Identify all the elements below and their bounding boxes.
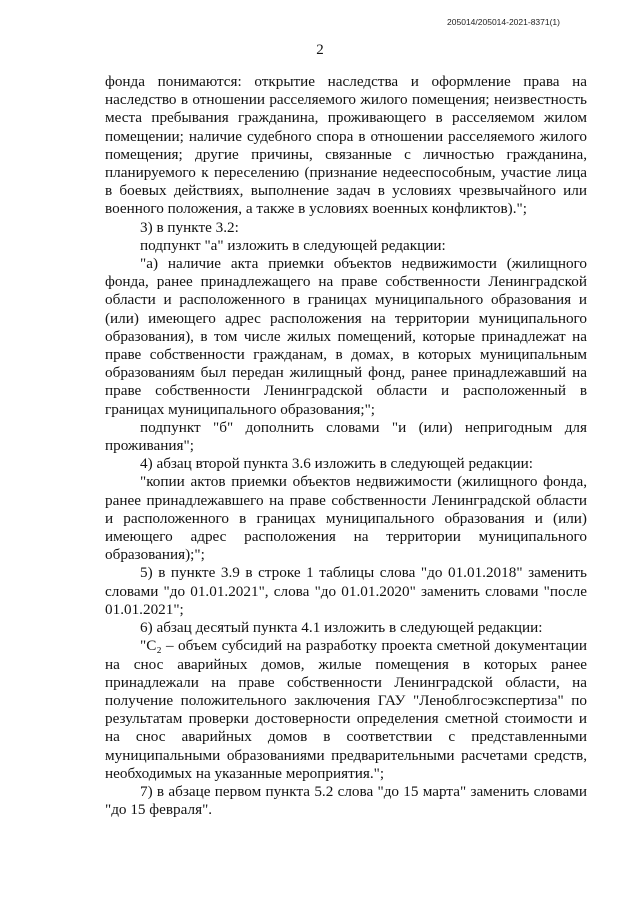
paragraph-4: "а) наличие акта приемки объектов недвижимости (жилищного фонда, ранее принадлежащего на праве собственности Ленинградской области и расположенного в границах муниципального образования и (или) имеющего адрес расположения на территории муниципального образования), в том числе жилых помещений, которые принадлежат на праве собственности гражданам, в домах, в которых муниципальным образованиям был передан жилищный фонд, ранее принадлежавший на праве собственности Ленинградской области и расположенный в границах муниципального образования;";	[105, 255, 587, 418]
document-id: 205014/205014-2021-8371(1)	[447, 17, 560, 27]
paragraph-5: подпункт "б" дополнить словами "и (или) непригодным для проживания";	[105, 418, 587, 455]
paragraph-3: подпункт "а" изложить в следующей редакции:	[140, 236, 446, 254]
paragraph-6: 4) абзац второй пункта 3.6 изложить в следующей редакции:	[140, 455, 534, 473]
page-number: 2	[316, 42, 324, 58]
paragraph-10: "C₂ – объем субсидий на разработку проекта сметной документации на снос аварийных домов, жилые помещения в которых ранее принадлежали на праве собственности Ленинградской области, на получение положительного заключения ГАУ "Леноблгосэкспертиза" по результатам проверки достоверности определения сметной стоимости и на снос аварийных домов в соответствии с представленными муниципальными образованиями предварительными расчетами средств, необходимых на указанные мероприятия.";	[105, 637, 587, 782]
paragraph-11: 7) в абзаце первом пункта 5.2 слова "до 15 марта" заменить словами "до 15 февраля".	[105, 782, 587, 819]
paragraph-9: 6) абзац десятый пункта 4.1 изложить в следующей редакции:	[140, 619, 543, 637]
paragraph-1: фонда понимаются: открытие наследства и оформление права на наследство в отношении расселяемого жилого помещения; неизвестность места пребывания гражданина, проживающего в расселяемом жилом помещении; наличие судебного спора в отношении расселяемого жилого помещения; другие причины, связанные с личностью гражданина, планируемого к переселению (признание недееспособным, участие лица в боевых действиях, выполнение задач в условиях чрезвычайного или военного положения, а также в условиях военных конфликтов).";	[105, 73, 587, 218]
paragraph-8: 5) в пункте 3.9 в строке 1 таблицы слова "до 01.01.2018" заменить словами "до 01.01.2021", слова "до 01.01.2020" заменить словами "после 01.01.2021";	[105, 564, 587, 618]
paragraph-2: 3) в пункте 3.2:	[140, 218, 239, 236]
paragraph-7: "копии актов приемки объектов недвижимости (жилищного фонда, ранее принадлежавшего на праве собственности Ленинградской области и расположенного в границах муниципального образования и (или) имеющего адрес расположения на территории муниципального образования);";	[105, 473, 587, 564]
document-body	[105, 73, 587, 819]
